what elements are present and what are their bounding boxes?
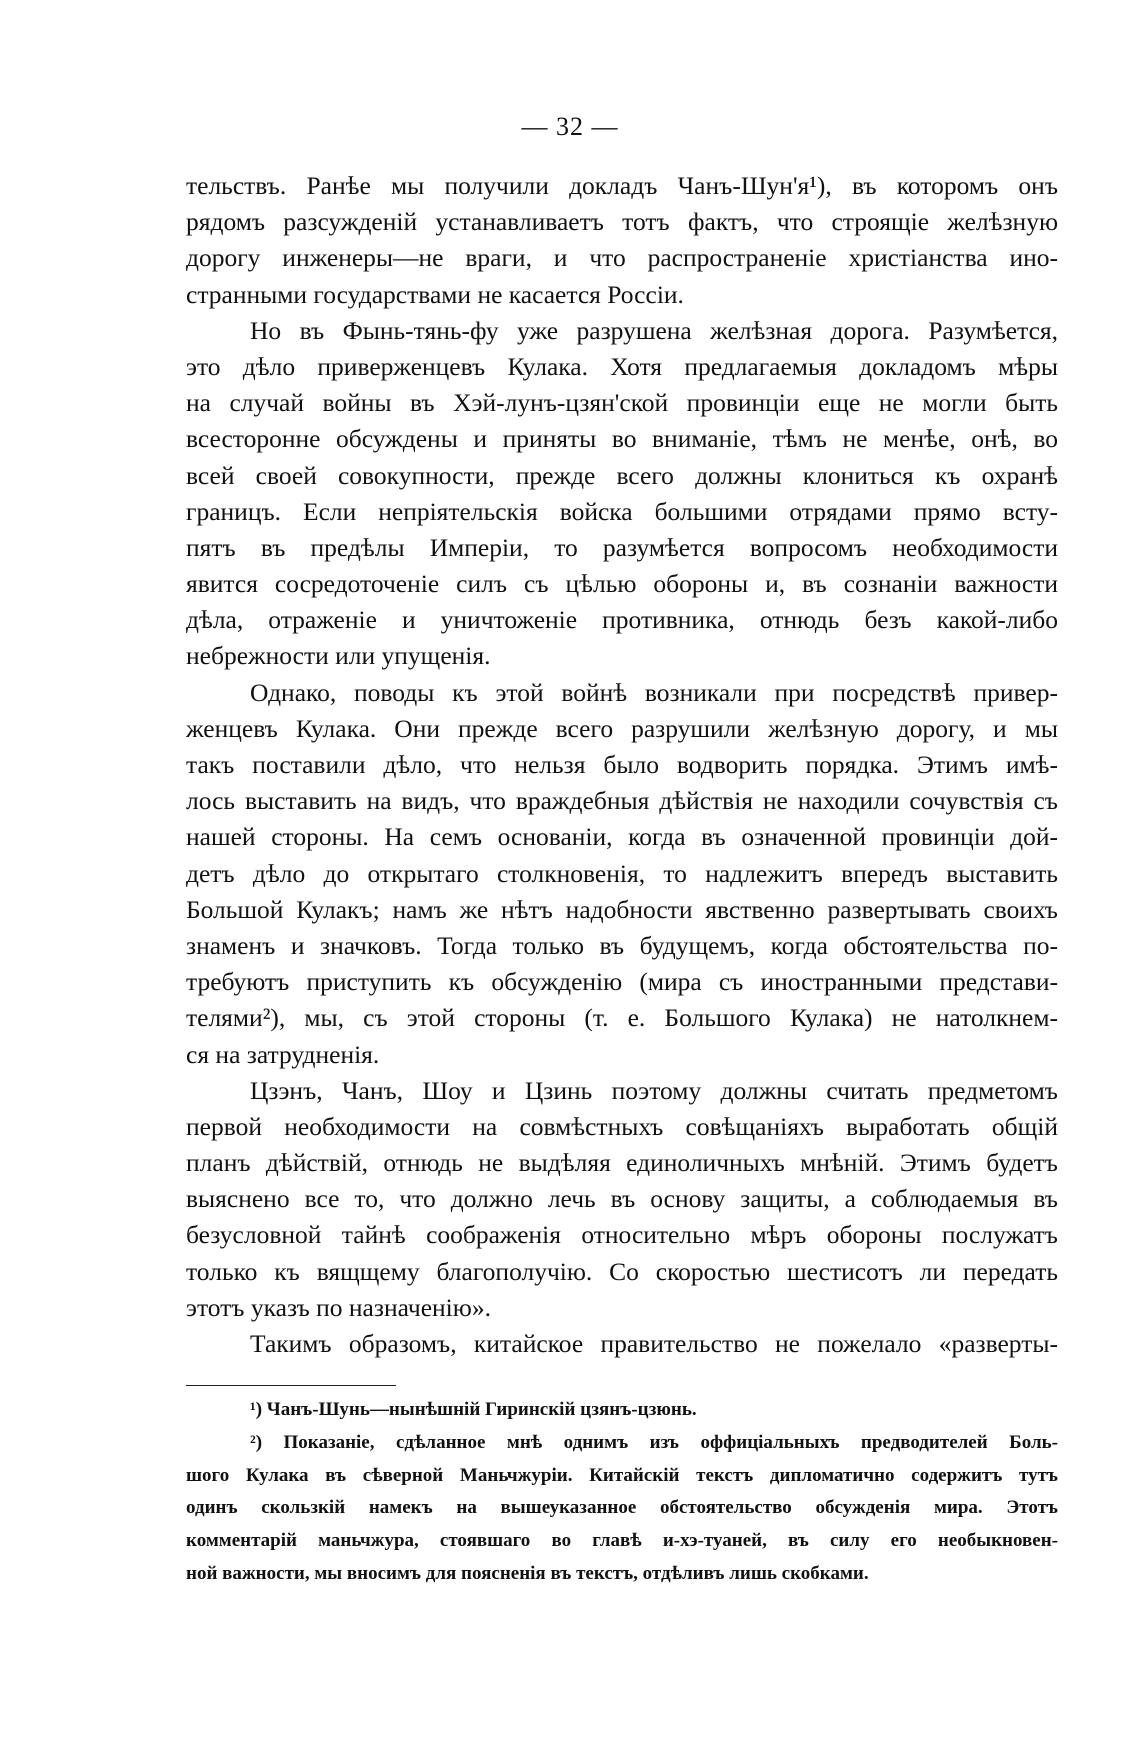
footnote-line: шого Кулака въ сѣверной Маньчжуріи. Китайскій текстъ дипломатично содержитъ тутъ: [186, 1464, 1058, 1486]
text-line: дорогу инженеры—не враги, и что распространеніе христіанства ино-: [186, 243, 1058, 273]
text-line: выяснено все то, что должно лечь въ основу защиты, а соблюдаемыя въ: [186, 1184, 1058, 1214]
text-line: всесторонне обсуждены и приняты во вниманіе, тѣмъ не менѣе, онѣ, во: [186, 424, 1058, 454]
footnote-line: одинъ скользкій намекъ на вышеуказанное обстоятельство обсужденія мира. Этотъ: [186, 1497, 1058, 1519]
text-line: знаменъ и значковъ. Тогда только въ будущемъ, когда обстоятельства по-: [186, 930, 1058, 960]
paragraph: [186, 1326, 1058, 1362]
text-line: всей своей совокупности, прежде всего должны клониться къ охранѣ: [186, 460, 1058, 490]
text-line: ся на затрудненія.: [186, 1039, 380, 1069]
text-line: Цзэнъ, Чанъ, Шоу и Цзинь поэтому должны считать предметомъ: [250, 1075, 1058, 1105]
main-text: [186, 168, 1058, 1362]
text-line: первой необходимости на совмѣстныхъ совѣщаніяхъ выработать общій: [186, 1111, 1058, 1141]
footnote-line: ¹) Чанъ-Шунь—нынѣшній Гиринскій цзянъ-цзюнь.: [250, 1399, 697, 1420]
footnote-2: [186, 1427, 1058, 1591]
text-line: границъ. Если непріятельскія войска большими отрядами прямо всту-: [186, 496, 1058, 526]
text-line: детъ дѣло до открытаго столкновенія, то надлежитъ впередъ выставить: [186, 858, 1058, 888]
text-line: пятъ въ предѣлы Имперіи, то разумѣется вопросомъ необходимости: [186, 532, 1058, 562]
text-line: телями²), мы, съ этой стороны (т. е. Большого Кулака) не натолкнем-: [186, 1003, 1058, 1033]
page-number: — 32 —: [521, 112, 619, 141]
text-line: на случай войны въ Хэй-лунъ-цзян'ской провинціи еще не могли быть: [186, 388, 1058, 418]
text-line: нашей стороны. На семъ основаніи, когда въ означенной провинціи дой-: [186, 822, 1058, 852]
text-line: такъ поставили дѣло, что нельзя было водворить порядка. Этимъ имѣ-: [186, 750, 1058, 779]
text-line: рядомъ разсужденій устанавливаетъ тотъ фактъ, что строящіе желѣзную: [186, 207, 1058, 237]
text-line: дѣла, отраженіе и уничтоженіе противника, отнюдь безъ какой-либо: [186, 605, 1058, 635]
footnote-line: ной важности, мы вносимъ для поясненія въ текстъ, отдѣливъ лишь скобками.: [186, 1562, 869, 1584]
footnote-separator: [186, 1385, 396, 1386]
paragraph: [186, 675, 1058, 1073]
text-line: этотъ указъ по назначенію».: [186, 1292, 491, 1322]
footnotes: [186, 1394, 1058, 1591]
text-line: странными государствами не касается Россіи.: [186, 279, 684, 309]
footnote-line: комментарій маньчжура, стоявшаго во главѣ и-хэ-туаней, въ силу его необыкновен-: [186, 1530, 1058, 1552]
text-line: небрежности или упущенія.: [186, 641, 491, 671]
text-line: это дѣло приверженцевъ Кулака. Хотя предлагаемыя докладомъ мѣры: [186, 351, 1058, 381]
text-line: лось выставить на видъ, что враждебныя дѣйствія не находили сочувствія съ: [186, 786, 1058, 816]
text-line: планъ дѣйствій, отнюдь не выдѣляя единоличныхъ мнѣній. Этимъ будетъ: [186, 1148, 1058, 1178]
text-line: Такимъ образомъ, китайское правительство не пожелало «разверты-: [250, 1329, 1058, 1358]
text-line: женцевъ Кулака. Они прежде всего разрушили желѣзную дорогу, и мы: [186, 713, 1058, 743]
paragraph: [186, 1073, 1058, 1326]
footnote-1: [186, 1394, 1058, 1427]
text-line: Но въ Фынь-тянь-фу уже разрушена желѣзная дорога. Разумѣется,: [250, 315, 1058, 345]
paragraph: [186, 313, 1058, 675]
footnote-line: ²) Показаніе, сдѣланное мнѣ однимъ изъ оффиціальныхъ предводителей Боль-: [250, 1431, 1058, 1453]
text-line: Большой Кулакъ; намъ же нѣтъ надобности явственно развертывать своихъ: [186, 894, 1058, 924]
text-line: безусловной тайнѣ соображенія относительно мѣръ обороны послужатъ: [186, 1220, 1058, 1250]
text-line: тельствъ. Ранѣе мы получили докладъ Чанъ-Шун'я¹), въ которомъ онъ: [186, 171, 1058, 200]
text-line: Однако, поводы къ этой войнѣ возникали при посредствѣ привер-: [250, 677, 1058, 707]
text-line: только къ вящщему благополучію. Со скоростью шестисотъ ли передать: [186, 1256, 1058, 1286]
text-line: явится сосредоточеніе силъ съ цѣлью обороны и, въ сознаніи важности: [186, 569, 1058, 599]
paragraph: [186, 168, 1058, 313]
text-line: требуютъ приступить къ обсужденію (мира съ иностранными представи-: [186, 967, 1058, 997]
